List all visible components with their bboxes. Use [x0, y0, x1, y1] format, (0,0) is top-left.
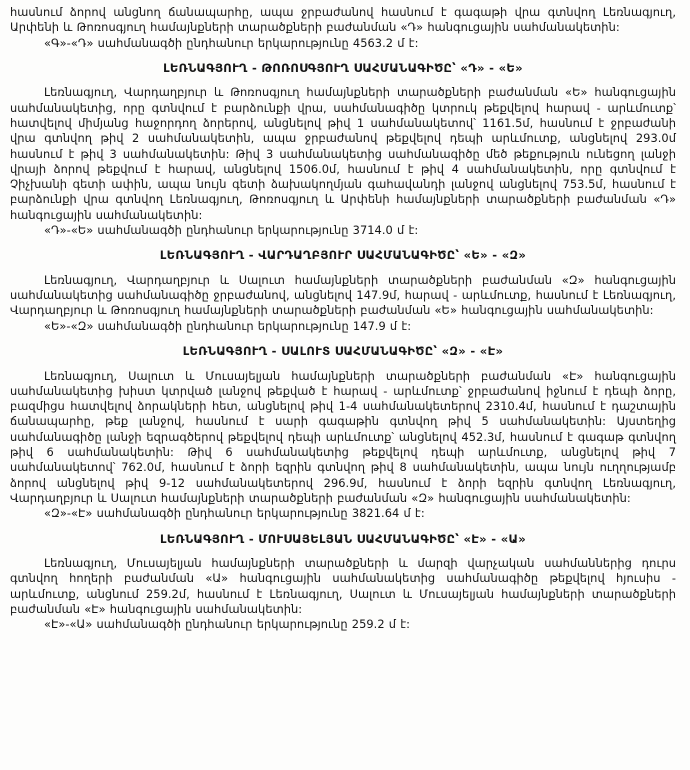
section-heading: ԼԵՌՆԱԳՅՈՒՂ - ԹՈՌՈՍԳՅՈՒՂ ՍԱՀՄԱՆԱԳԻԾԸ՝ «Դ» - «Ե»	[163, 60, 523, 75]
section-summary: «Զ»-«Է» սահմանագծի ընդհանուր երկարությունը 3821.64 մ է:	[44, 506, 425, 521]
boundary-section	[10, 344, 676, 521]
boundary-sections	[10, 61, 676, 633]
section-body: Լեռնագյուղ, Սալուտ և Մուսայելյան համայնքների տարածքների բաժանման «Է» հանգուցային սահմանակետից խիստ կտրված լանջով թեքված է հարավ - արևմուտք՝ ջրբաժանով իջնում է դեպի ձորը, բազմիցս հատվելով ձորակների հետ, անցնելով թիվ 1-4 սահմանակետերով 2310.4մ, հասնում է դաշտային ճանապարհը, թեք լանջով, հասնում է սարի գագաթին գտնվող թիվ 5 սահմանակետին: Այստեղից սահմանագիծը լանջի եզրագծերով թեքվելով դեպի արևմուտք՝ անցնելով 452.3մ, հասնում է գագաթ գտնվող թիվ 6 սահմանակետին: Թիվ 6 սահմանակետից թեքվելով դեպի արևմուտք, անցնելով թիվ 7 սահմանակետով՝ 762.0մ, հասնում է ձորի եզրին գտնվող թիվ 8 սահմանակետին, ապա նույն ուղղությամբ ձորով անցնելով թիվ 9-12 սահմանակետերով 296.9մ, հասնում է ձորի եզրին գտնվող Լեռնագյուղ, Վարդաղբյուր և Սալուտ համայնքների տարածքների բաժանման «Զ» հանգուցային սահմանակետին:	[10, 368, 676, 505]
section-heading: ԼԵՌՆԱԳՅՈՒՂ - ՄՈՒՍԱՅԵԼՅԱՆ ՍԱՀՄԱՆԱԳԻԾԸ՝ «Է» - «Ա»	[159, 531, 527, 546]
carryover-summary: «Գ»-«Դ» սահմանագծի ընդհանուր երկարությունը 4563.2 մ է:	[44, 35, 419, 50]
section-heading: ԼԵՌՆԱԳՅՈՒՂ - ՍԱԼՈՒՏ ՍԱՀՄԱՆԱԳԻԾԸ՝ «Զ» - «Է»	[182, 344, 504, 359]
boundary-section	[10, 532, 676, 633]
section-summary: «Ե»-«Զ» սահմանագծի ընդհանուր երկարությունը 147.9 մ է:	[44, 318, 412, 333]
boundary-section	[10, 248, 676, 334]
section-body: Լեռնագյուղ, Վարդաղբյուր և Թոռոսգյուղ համայնքների տարածքների բաժանման «Ե» հանգուցային սահմանակետից, որը գտնվում է բարձունքի վրա, սահմանագիծը կտրուկ թեքվելով հարավ - արևմուտք՝ հատվելով միմյանց հաջորդող ձորերով, անցնելով թիվ 1 սահմանակետով՝ 1161.5մ, հասնում է ջրբաժանի վրա գտնվող թիվ 2 սահմանակետին, ապա ջրբաժանով թեքվելով դեպի արևմուտք, անցնելով 293.0մ հասնում է թիվ 3 սահմանակետին: Թիվ 3 սահմանակետից սահմանագիծը մեծ թեքություն ունեցող լանջի վրայի ձորով թեքվում է հարավ, անցնելով 1506.0մ, հասնում է թիվ 4 սահմանակետին, որը գտնվում է Չիչխանի գետի ափին, ապա նույն գետի ձախակողմյան գահավանդի լանջով անցնելով 753.5մ, հասնում է բարձունքի վրա գտնվող Լեռնագյուղ, Թոռոսգյուղ և Արփենի համայնքների տարածքների բաժանման «Դ» հանգուցային սահմանակետին:	[10, 85, 676, 222]
section-body: Լեռնագյուղ, Մուսայելյան համայնքների տարածքների և մարզի վարչական սահմաններից դուրս գտնվող հողերի բաժանման «Ա» հանգուցային սահմանակետից սահմանագիծը թեքվելով հյուսիս - արևմուտք, անցնում 259.2մ, հասնում է Լեռնագյուղ, Սալուտ և Մուսայելյան համայնքների տարածքների բաժանման «Է» հանգուցային սահմանակետին:	[10, 556, 676, 616]
section-body: Լեռնագյուղ, Վարդաղբյուր և Սալուտ համայնքների տարածքների բաժանման «Զ» հանգուցային սահմանակետից սահմանագիծը ջրբաժանով, անցնելով 147.9մ, հարավ - արևմուտք, հասնում է Լեռնագյուղ, Վարդաղբյուր և Թոռոսգյուղ համայնքների տարածքների բաժանման «Ե» հանգուցային սահմանակետին:	[10, 272, 676, 318]
section-summary: «Է»-«Ա» սահմանագծի ընդհանուր երկարությունը 259.2 մ է:	[44, 617, 411, 632]
carryover-paragraph: հասնում ձորով անցնող ճանապարհը, ապա ջրբաժանով հասնում է գագաթի վրա գտնվող Լեռնագյուղ, Արփենի և Թոռոսգյուղ համայնքների տարածքների բաժանման «Դ» հանգուցային սահմանակետին:	[10, 5, 676, 35]
section-summary: «Դ»-«Ե» սահմանագծի ընդհանուր երկարությունը 3714.0 մ է:	[44, 223, 419, 238]
section-heading: ԼԵՌՆԱԳՅՈՒՂ - ՎԱՐԴԱՂԲՅՈՒՐ ՍԱՀՄԱՆԱԳԻԾԸ՝ «Ե» - «Զ»	[159, 248, 527, 263]
boundary-section	[10, 61, 676, 238]
